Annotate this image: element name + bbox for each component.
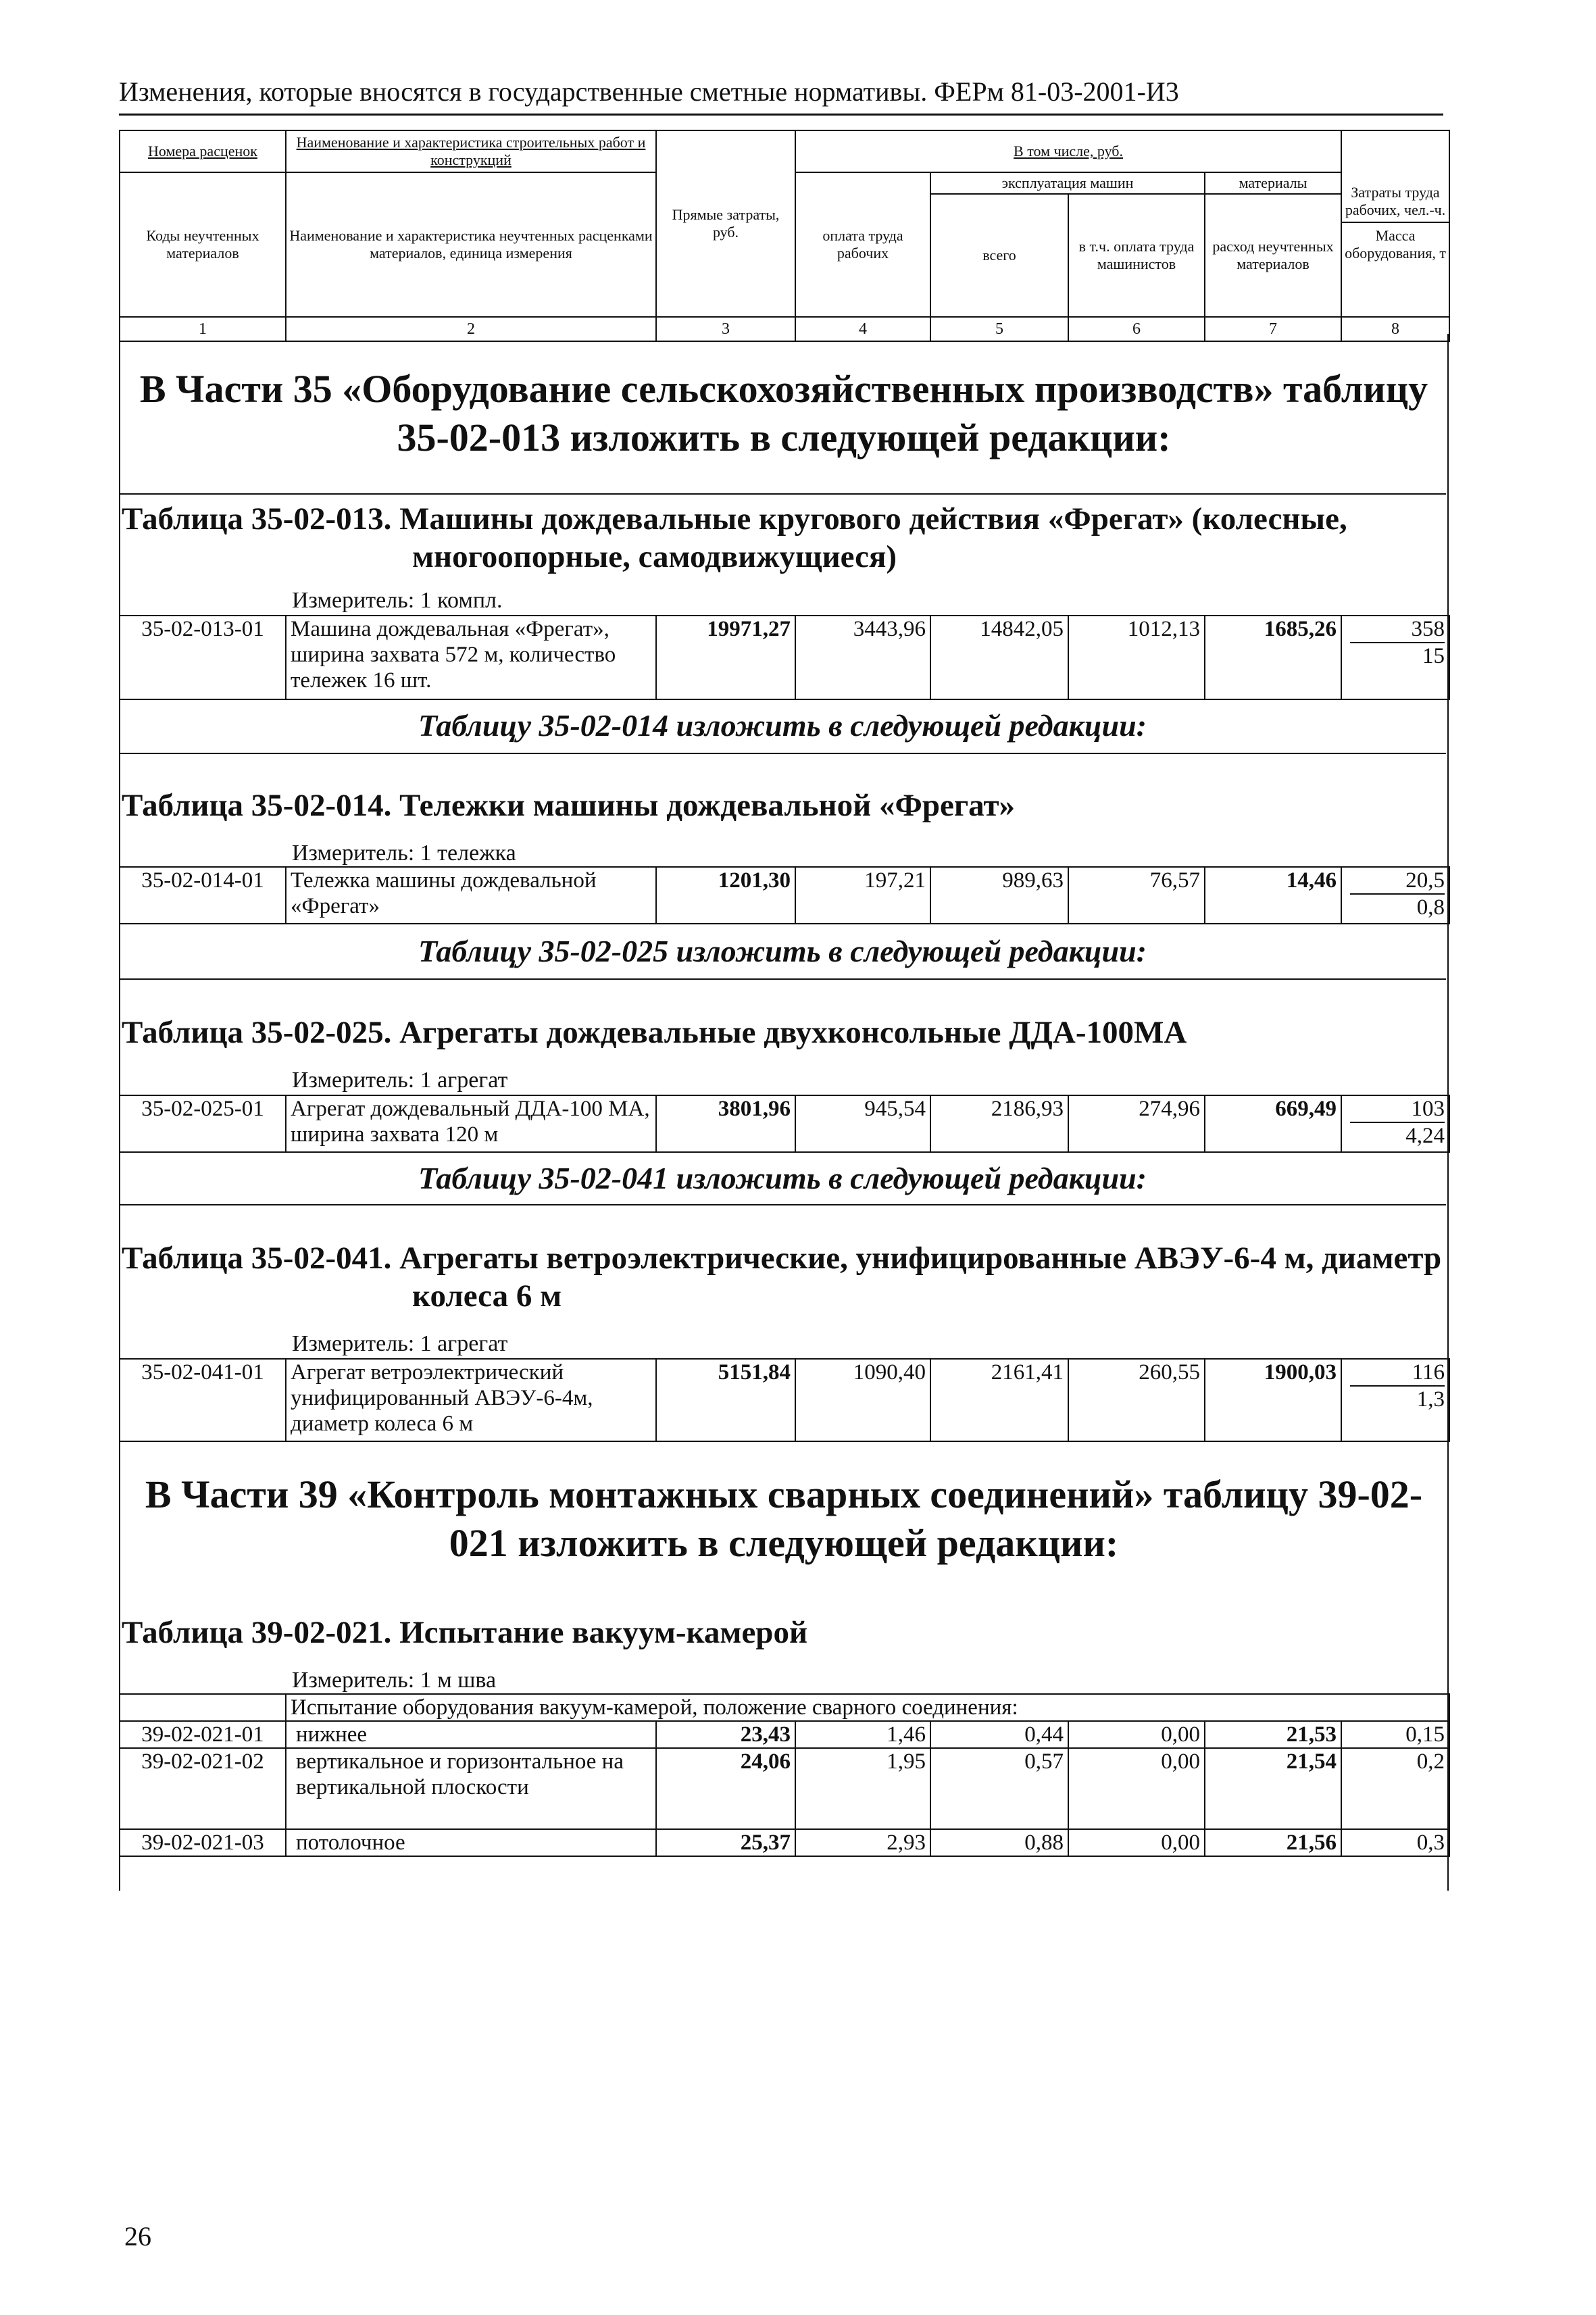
direct-costs: 1201,30 [656,867,795,924]
rate-code: 35-02-025-01 [120,1095,286,1152]
col-number: 7 [1205,317,1341,341]
table-caption-025: Таблица 35-02-025. Агрегаты дождевальные двухконсольные ДДА-100МА [122,1015,1187,1050]
caption-line: Таблица 35-02-041. Агрегаты ветроэлектрические, унифицированные АВЭУ-6-4 м, диаметр [122,1241,1442,1276]
rate-table-021 [119,1693,1450,1857]
running-header: Изменения, которые вносятся в государственные сметные нормативы. ФЕРм 81-03-2001-И3 [119,76,1179,107]
equipment-mass: 1,3 [1416,1387,1445,1412]
labor-pay: 2,93 [795,1829,930,1856]
divider [119,753,1446,754]
direct-costs: 23,43 [656,1721,795,1748]
col5-header: всего [982,247,1016,264]
machinist-pay: 1012,13 [1068,616,1205,699]
col6-header: в т.ч. оплата труда машинистов [1078,238,1195,272]
caption-line: Таблица 35-02-013. Машины дождевальные кругового действия «Фрегат» (колесные, [122,501,1347,537]
labor-pay: 1,95 [795,1748,930,1829]
labor-mass [1341,1095,1449,1152]
labor-hours: 0,15 [1341,1721,1449,1748]
col2-bottom-header: Наименование и характеристика неучтенных расценками материалов, единица измерения [289,227,653,262]
divider [119,978,1446,980]
col8-bottom-header: Масса оборудования, т [1345,227,1446,262]
rate-description: Агрегат дождевальный ДДА-100 МА, ширина захвата 120 м [286,1095,656,1152]
group-label: Испытание оборудования вакуум-камерой, положение сварного соединения: [286,1694,1449,1721]
rate-row-025 [119,1095,1450,1153]
column-header-table [119,130,1450,342]
col4-header: оплата труда рабочих [822,227,903,262]
machines-total: 2161,41 [930,1359,1068,1441]
rate-description: Машина дождевальная «Фрегат», ширина захвата 572 м, количество тележек 16 шт. [286,616,656,699]
header-rule [119,114,1443,116]
caption-line: колеса 6 м [412,1278,562,1314]
equipment-mass: 0,8 [1416,895,1445,920]
machinist-pay: 260,55 [1068,1359,1205,1441]
direct-costs: 5151,84 [656,1359,795,1441]
meter-label: Измеритель: 1 агрегат [292,1331,508,1356]
meter-label: Измеритель: 1 тележка [292,841,516,866]
rate-code: 35-02-013-01 [120,616,286,699]
col2-top-header: Наименование и характеристика строительных работ и конструкций [296,134,646,168]
machines-total: 14842,05 [930,616,1068,699]
materials-header: материалы [1239,174,1307,191]
col-number: 1 [120,317,286,341]
machinist-pay: 0,00 [1068,1721,1205,1748]
rate-description: Тележка машины дождевальной «Фрегат» [286,867,656,924]
rate-row-041 [119,1358,1450,1442]
rate-code: 39-02-021-01 [120,1721,286,1748]
machinist-pay: 0,00 [1068,1748,1205,1829]
direct-costs: 25,37 [656,1829,795,1856]
page-number: 26 [124,2221,151,2251]
col-number: 2 [286,317,656,341]
machines-total: 2186,93 [930,1095,1068,1152]
table-row [120,1748,1449,1829]
rate-row-014 [119,866,1450,924]
labor-pay: 197,21 [795,867,930,924]
labor-hours: 0,2 [1341,1748,1449,1829]
caption-line: многоопорные, самодвижущиеся) [412,539,897,574]
meter-label: Измеритель: 1 компл. [292,588,503,613]
part35-heading: В Части 35 «Оборудование сельскохозяйственных производств» таблицу 35-02-013 изложить в следующей редакции: [139,367,1428,459]
table-row [120,1721,1449,1748]
col-number: 6 [1068,317,1205,341]
machinist-pay: 0,00 [1068,1829,1205,1856]
labor-hours: 116 [1350,1360,1445,1387]
divider [119,493,1446,495]
col-number: 4 [795,317,930,341]
col8-top-header: Затраты труда рабочих, чел.-ч. [1342,181,1449,223]
materials: 1685,26 [1205,616,1341,699]
meter-label: Измеритель: 1 м шва [292,1668,497,1693]
labor-hours: 0,3 [1341,1829,1449,1856]
machinist-pay: 76,57 [1068,867,1205,924]
instruction-041: Таблицу 35-02-041 изложить в следующей редакции: [418,1161,1147,1195]
col1-bottom-header: Коды неучтенных материалов [146,227,259,262]
materials: 21,53 [1205,1721,1341,1748]
table-row [120,1829,1449,1856]
table-caption-021: Таблица 39-02-021. Испытание вакуум-камерой [122,1615,808,1650]
direct-costs: 24,06 [656,1748,795,1829]
labor-hours: 358 [1350,616,1445,643]
table-caption-014: Таблица 35-02-014. Тележки машины дождевальной «Фрегат» [122,788,1016,823]
rate-code: 39-02-021-02 [120,1748,286,1829]
included-header: В том числе, руб. [1014,143,1123,159]
labor-hours: 103 [1350,1096,1445,1123]
machines-total: 0,88 [930,1829,1068,1856]
materials: 669,49 [1205,1095,1341,1152]
machines-header: эксплуатация машин [1001,174,1134,191]
rate-description: вертикальное и горизонтальное на вертикальной плоскости [286,1748,656,1829]
labor-hours: 20,5 [1350,868,1445,895]
labor-pay: 1,46 [795,1721,930,1748]
rate-code: 35-02-014-01 [120,867,286,924]
col-number: 8 [1341,317,1449,341]
direct-costs: 19971,27 [656,616,795,699]
machines-total: 0,57 [930,1748,1068,1829]
rate-description: потолочное [286,1829,656,1856]
col-number: 3 [656,317,795,341]
machines-total: 989,63 [930,867,1068,924]
equipment-mass: 4,24 [1405,1124,1445,1148]
col3-header: Прямые затраты, руб. [672,206,780,241]
labor-pay: 945,54 [795,1095,930,1152]
machinist-pay: 274,96 [1068,1095,1205,1152]
instruction-014: Таблицу 35-02-014 изложить в следующей редакции: [418,708,1147,743]
materials: 14,46 [1205,867,1341,924]
labor-pay: 1090,40 [795,1359,930,1441]
rate-description: нижнее [286,1721,656,1748]
rate-row-013 [119,615,1450,700]
labor-pay: 3443,96 [795,616,930,699]
equipment-mass: 15 [1422,644,1445,668]
col-number: 5 [930,317,1068,341]
materials: 21,54 [1205,1748,1341,1829]
labor-mass [1341,867,1449,924]
labor-mass [1341,616,1449,699]
instruction-025: Таблицу 35-02-025 изложить в следующей редакции: [418,934,1147,968]
direct-costs: 3801,96 [656,1095,795,1152]
materials: 21,56 [1205,1829,1341,1856]
table-caption-013 [122,500,1446,576]
divider [119,1204,1446,1205]
part39-heading: В Части 39 «Контроль монтажных сварных соединений» таблицу 39-02-021 изложить в следующей редакции: [145,1472,1423,1565]
col7-header: расход неучтенных материалов [1212,238,1334,272]
table-caption-041 [122,1239,1446,1315]
labor-mass [1341,1359,1449,1441]
materials: 1900,03 [1205,1359,1341,1441]
machines-total: 0,44 [930,1721,1068,1748]
rate-description: Агрегат ветроэлектрический унифицированный АВЭУ-6-4м, диаметр колеса 6 м [286,1359,656,1441]
meter-label: Измеритель: 1 агрегат [292,1068,508,1093]
rate-code: 39-02-021-03 [120,1829,286,1856]
rate-code: 35-02-041-01 [120,1359,286,1441]
col1-top-header: Номера расценок [148,143,257,159]
